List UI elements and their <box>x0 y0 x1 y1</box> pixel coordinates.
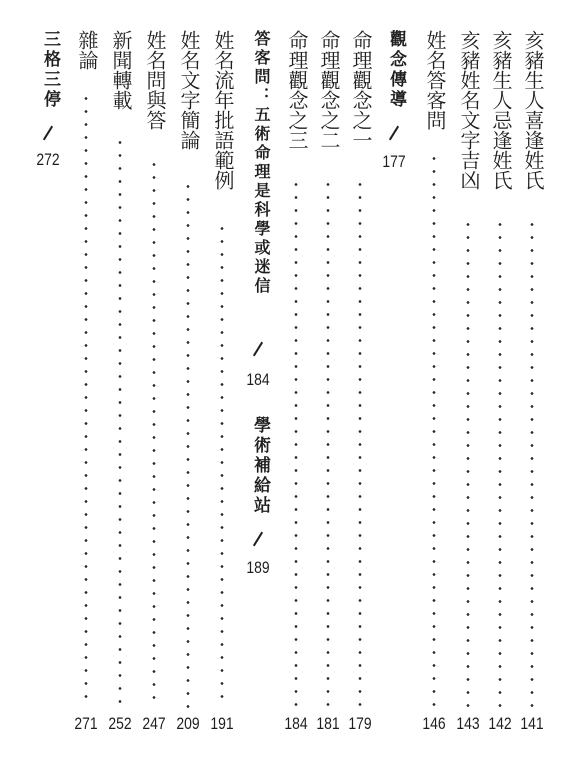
toc-title: 姓名問與答 <box>143 30 167 130</box>
toc-page-number: 181 <box>316 714 340 733</box>
toc-title: 姓名流年批語範例 <box>211 30 235 190</box>
toc-title: 觀念傳導 <box>386 30 406 110</box>
dot-leader <box>432 152 436 708</box>
dot-leader <box>530 218 534 708</box>
toc-entry[interactable] <box>316 30 340 746</box>
toc-page-number: 143 <box>456 714 480 733</box>
toc-entry[interactable] <box>488 30 512 746</box>
dot-leader <box>84 92 88 708</box>
toc-page-number: 189 <box>246 558 270 577</box>
dot-leader <box>152 158 156 708</box>
toc-entry[interactable] <box>520 30 544 746</box>
toc-entry[interactable] <box>246 30 270 746</box>
slash-separator <box>389 126 399 141</box>
toc-entry[interactable] <box>74 30 98 746</box>
toc-entry[interactable] <box>176 30 200 746</box>
dot-leader <box>358 178 362 708</box>
toc-title: 亥豬姓名文字吉凶 <box>457 30 481 190</box>
toc-entry[interactable] <box>142 30 166 746</box>
toc-entry[interactable] <box>348 30 372 746</box>
toc-page-number: 177 <box>382 152 406 171</box>
toc-title: 命理觀念之三 <box>285 30 309 150</box>
toc-title: 新聞轉載 <box>109 30 133 110</box>
toc-page-number: 142 <box>488 714 512 733</box>
dot-leader <box>118 136 122 708</box>
toc-title: 命理觀念之一 <box>349 30 373 150</box>
dot-leader <box>326 178 330 708</box>
toc-entry[interactable] <box>210 30 234 746</box>
toc-page-number: 146 <box>422 714 446 733</box>
toc-title: 雜論 <box>75 30 99 70</box>
toc-entry[interactable] <box>36 30 60 746</box>
toc-entry[interactable] <box>382 30 406 746</box>
toc-title: 姓名文字簡論 <box>177 30 201 150</box>
toc-title: 命理觀念之二 <box>317 30 341 150</box>
toc-subtitle: 學術補給站 <box>250 416 270 516</box>
dot-leader <box>466 218 470 708</box>
toc-page-number: 184 <box>284 714 308 733</box>
toc-page-number: 209 <box>176 714 200 733</box>
toc-page-number: 247 <box>142 714 166 733</box>
toc-entry[interactable] <box>456 30 480 746</box>
toc-title: 亥豬生人喜逢姓氏 <box>521 30 545 190</box>
slash-separator <box>253 532 263 547</box>
dot-leader <box>498 218 502 708</box>
toc-entry[interactable] <box>284 30 308 746</box>
toc-page-number: 184 <box>246 370 270 389</box>
toc-title: 答客問：五術命理是科學或迷信 <box>252 30 271 296</box>
toc-page-number: 141 <box>520 714 544 733</box>
toc-page-number: 252 <box>108 714 132 733</box>
toc-entry[interactable] <box>108 30 132 746</box>
dot-leader <box>294 178 298 708</box>
toc-page-number: 271 <box>74 714 98 733</box>
toc-title: 姓名答客問 <box>423 30 447 130</box>
dot-leader <box>186 180 190 708</box>
toc-title: 亥豬生人忌逢姓氏 <box>489 30 513 190</box>
toc-page-number: 179 <box>348 714 372 733</box>
toc-entry[interactable] <box>422 30 446 746</box>
slash-separator <box>253 342 263 357</box>
slash-separator <box>43 126 53 141</box>
toc-title: 三格三停 <box>40 30 60 110</box>
toc-page-number: 191 <box>210 714 234 733</box>
dot-leader <box>220 222 224 708</box>
toc-page-number: 272 <box>36 150 60 169</box>
